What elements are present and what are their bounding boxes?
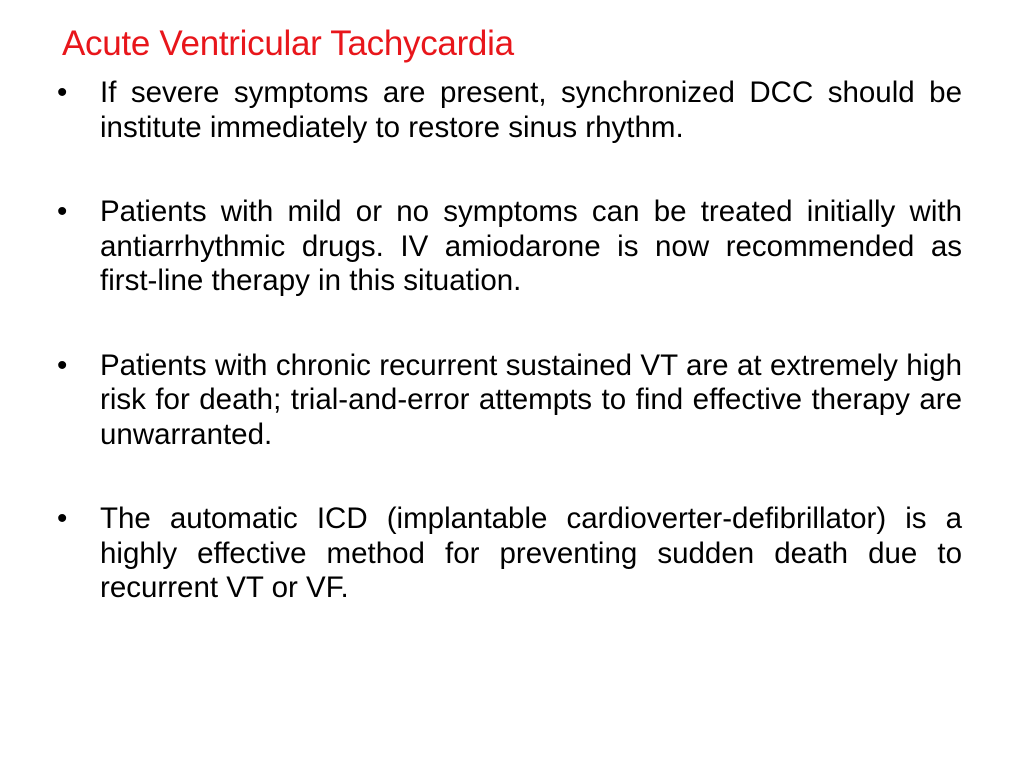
bullet-text: If severe symptoms are present, synchronized DCC should be institute immediately to restore sinus rhythm. [100,76,962,144]
bullet-item [57,349,962,453]
bullet-marker-icon: • [57,76,68,109]
bullet-text: Patients with mild or no symptoms can be treated initially with antiarrhythmic drugs. IV amiodarone is now recommended as first-line therapy in this situation. [100,195,962,297]
slide-title: Acute Ventricular Tachycardia [62,24,514,63]
bullet-item [57,195,962,299]
bullet-item [57,76,962,145]
bullet-item [57,502,962,606]
bullet-text: The automatic ICD (implantable cardioverter-defibrillator) is a highly effective method for preventing sudden death due to recurrent VT or VF. [100,502,962,604]
bullet-text: Patients with chronic recurrent sustained VT are at extremely high risk for death; trial-and-error attempts to find effective therapy are unwarranted. [100,348,962,451]
bullet-marker-icon: • [57,348,68,382]
bullet-list [57,76,962,656]
bullet-marker-icon: • [57,502,68,535]
bullet-marker-icon: • [57,195,68,228]
